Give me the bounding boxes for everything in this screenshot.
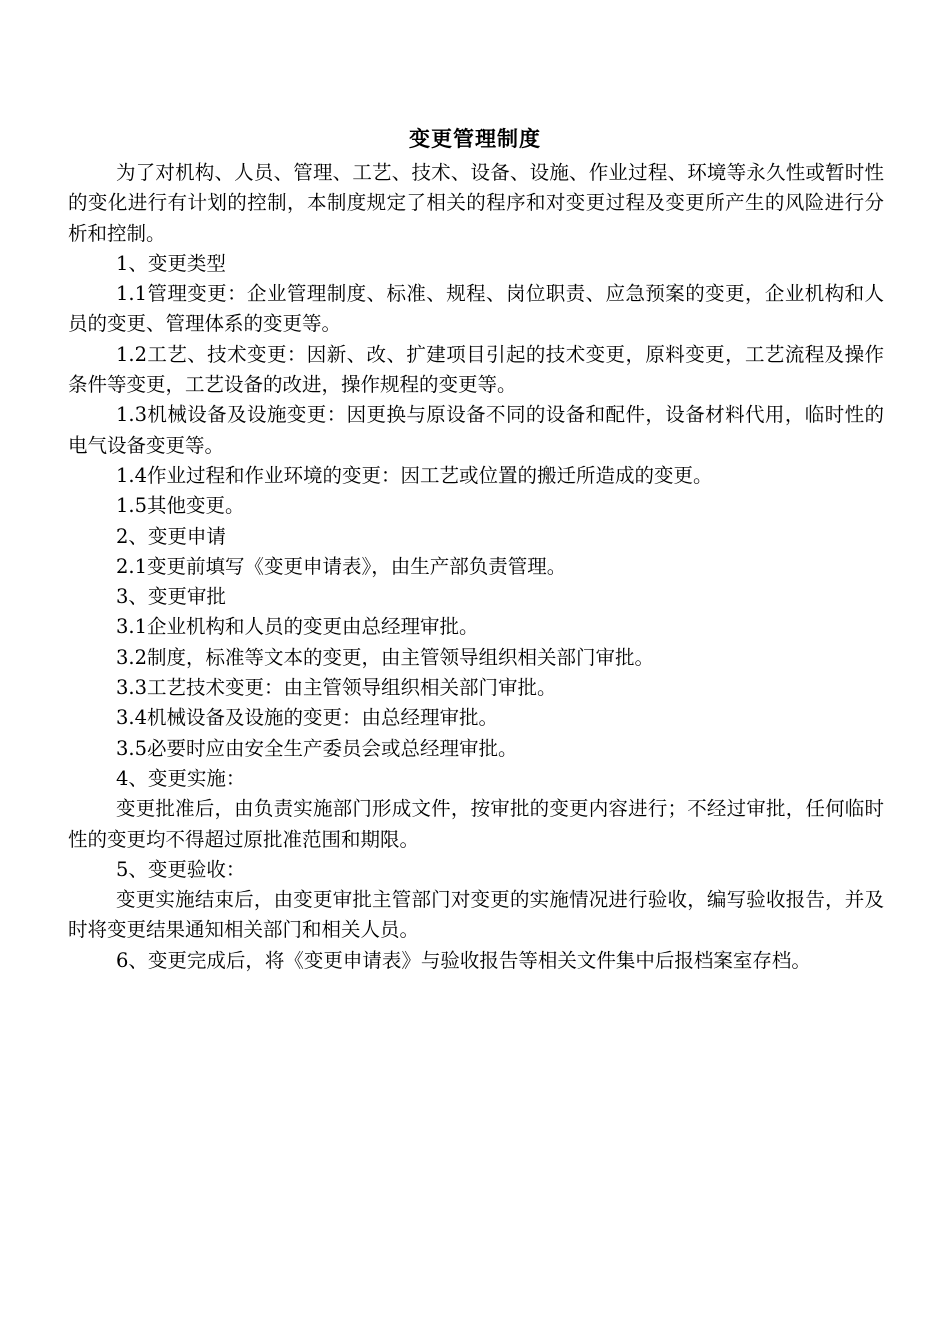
section-heading-1: 1、变更类型 bbox=[116, 251, 226, 275]
section-heading-5: 5、变更验收： bbox=[116, 857, 246, 881]
paragraph-1-4: 1.4作业过程和作业环境的变更：因工艺或位置的搬迁所造成的变更。 bbox=[116, 463, 713, 487]
paragraph-5-body: 变更实施结束后，由变更审批主管部门对变更的实施情况进行验收，编写验收报告，并及时将变更结果通知相关部门和相关人员。 bbox=[68, 888, 884, 942]
paragraph-3-5: 3.5必要时应由安全生产委员会或总经理审批。 bbox=[116, 736, 518, 760]
paragraph-3-3: 3.3工艺技术变更：由主管领导组织相关部门审批。 bbox=[116, 676, 557, 700]
paragraph-3-1: 3.1企业机构和人员的变更由总经理审批。 bbox=[116, 615, 479, 639]
document-title: 变更管理制度 bbox=[409, 126, 541, 151]
section-heading-2: 2、变更申请 bbox=[116, 524, 226, 548]
paragraph-1-2: 1.2工艺、技术变更：因新、改、扩建项目引起的技术变更，原料变更，工艺流程及操作条件等变更，工艺设备的改进，操作规程的变更等。 bbox=[68, 342, 884, 397]
paragraph-3-2: 3.2制度，标准等文本的变更，由主管领导组织相关部门审批。 bbox=[116, 645, 655, 669]
section-heading-4: 4、变更实施： bbox=[116, 766, 246, 790]
paragraph-2-1: 2.1变更前填写《变更申请表》，由生产部负责管理。 bbox=[116, 554, 567, 578]
paragraph-3-4: 3.4机械设备及设施的变更：由总经理审批。 bbox=[116, 706, 499, 730]
document-body bbox=[68, 158, 884, 976]
paragraph-intro: 为了对机构、人员、管理、工艺、技术、设备、设施、作业过程、环境等永久性或暂时性的变化进行有计划的控制，本制度规定了相关的程序和对变更过程及变更所产生的风险进行分析和控制。 bbox=[68, 161, 884, 245]
paragraph-1-5: 1.5其他变更。 bbox=[116, 494, 245, 518]
paragraph-1-3: 1.3机械设备及设施变更：因更换与原设备不同的设备和配件，设备材料代用，临时性的电气设备变更等。 bbox=[68, 403, 884, 457]
paragraph-4-body: 变更批准后，由负责实施部门形成文件，按审批的变更内容进行；不经过审批，任何临时性的变更均不得超过原批准范围和期限。 bbox=[68, 797, 884, 851]
paragraph-1-1: 1.1管理变更：企业管理制度、标准、规程、岗位职责、应急预案的变更，企业机构和人员的变更、管理体系的变更等。 bbox=[68, 282, 884, 336]
section-heading-3: 3、变更审批 bbox=[116, 585, 226, 609]
paragraph-6: 6、变更完成后，将《变更申请表》与验收报告等相关文件集中后报档案室存档。 bbox=[116, 948, 811, 972]
